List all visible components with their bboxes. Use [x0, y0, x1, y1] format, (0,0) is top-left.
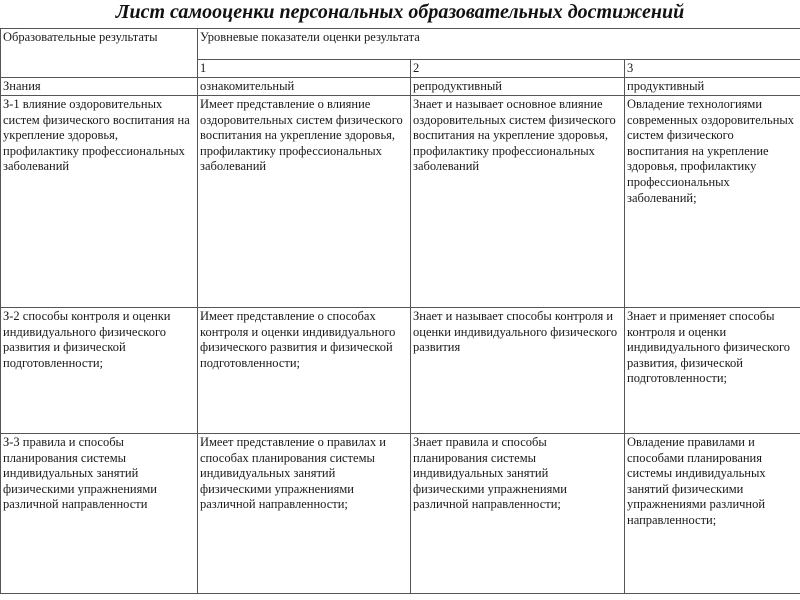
table-row	[1, 96, 800, 308]
row-label: З-1 влияние оздоровительных систем физического воспитания на укрепление здоровья, профилактику профессиональных заболеваний	[1, 96, 198, 308]
level-name-3: продуктивный	[625, 78, 800, 96]
table-row	[1, 434, 800, 594]
knowledge-label: Знания	[1, 78, 198, 96]
level2-cell: Знает и называет основное влияние оздоровительных систем физического воспитания на укрепление здоровья, профилактику профессиональных заболеваний	[411, 96, 625, 308]
levels-column-header: Уровневые показатели оценки результата	[198, 29, 800, 60]
level-number-1: 1	[198, 60, 411, 78]
level2-cell: Знает правила и способы планирования системы индивидуальных занятий физическими упражнениями различной направленности;	[411, 434, 625, 594]
self-assessment-table	[0, 28, 800, 594]
level2-cell: Знает и называет способы контроля и оценки индивидуального физического развития	[411, 308, 625, 434]
table-row	[1, 308, 800, 434]
level1-cell: Имеет представление о способах контроля и оценки индивидуального физического развития и физической подготовленности;	[198, 308, 411, 434]
row-label: З-2 способы контроля и оценки индивидуального физического развития и физической подготовленности;	[1, 308, 198, 434]
page-title: Лист самооценки персональных образовательных достижений	[115, 1, 685, 23]
level1-cell: Имеет представление о влияние оздоровительных систем физического воспитания на укрепление здоровья, профилактику профессиональных заболеваний	[198, 96, 411, 308]
results-column-header: Образовательные результаты	[1, 29, 198, 78]
level-name-2: репродуктивный	[411, 78, 625, 96]
level3-cell: Знает и применяет способы контроля и оценки индивидуального физического развития, физической подготовленности;	[625, 308, 800, 434]
level3-cell: Овладение правилами и способами планирования системы индивидуальных занятий физическими упражнениями различной направленности;	[625, 434, 800, 594]
level-number-3: 3	[625, 60, 800, 78]
level-name-1: ознакомительный	[198, 78, 411, 96]
row-label: З-3 правила и способы планирования системы индивидуальных занятий физическими упражнениями различной направленности	[1, 434, 198, 594]
level1-cell: Имеет представление о правилах и способах планирования системы индивидуальных занятий физическими упражнениями различной направленности;	[198, 434, 411, 594]
level3-cell: Овладение технологиями современных оздоровительных систем физического воспитания на укрепление здоровья, профилактику профессиональных заболеваний;	[625, 96, 800, 308]
level-number-2: 2	[411, 60, 625, 78]
